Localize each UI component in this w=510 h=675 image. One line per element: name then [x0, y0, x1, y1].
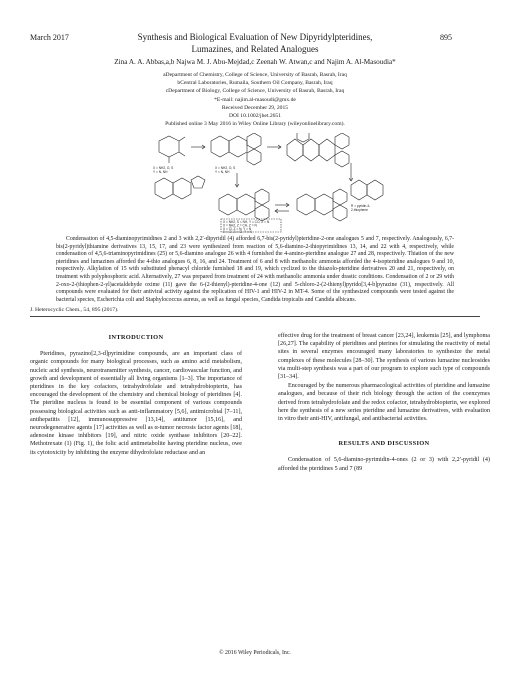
author-list: Zina A. A. Abbas,a,b Najwa M. J. Abu-Mejdad,c Zeenah W. Atwan,c and Najim A. Al-Masoudia* [114, 58, 396, 66]
right-column [278, 332, 490, 474]
pteridine-core-bottom [219, 194, 237, 215]
introduction-paragraph-3: Encouraged by the numerous pharmacological activities of pteridine and lumazine analogues, and because of their rich biology through the action of the coenzymes derived from tetrahydrofolate and the redox cofactor, tetrahydrobiopterin, we explored here the synthesis of a new series pteridine and lumazine derivatives, with evaluation in vitro their anti-HIV, antifungal, and antibacterial activities. [278, 383, 490, 423]
contact-email: *E-mail: najim.al-masoudi@gmx.de [214, 96, 296, 103]
scheme-label-r-left: X = NH2, O, S [153, 166, 174, 170]
received-date: Received December 29, 2015 [221, 104, 289, 111]
doi: DOI 10.1002/jhet.2651 [228, 113, 282, 120]
pyridyl-ring-mid-2 [247, 149, 261, 165]
affiliation-c: cDepartment of Biology, College of Science, University of Basrah, Basrah, Iraq [165, 88, 345, 95]
affiliations [40, 71, 470, 128]
pteridine-core-mid [211, 136, 229, 157]
results-paragraph-1: Condensation of 5,6-diamino-pyrimidin-4-ones (2 or 3) with 2,2′-pyridil (4) afforded the pteridines 5 and 7 (89 [278, 457, 490, 472]
journal-citation: J. Heterocyclic Chem., 54, 895 (2017). [30, 307, 119, 313]
article-title [90, 31, 420, 55]
title-line-2: Lumazines, and Related Analogues [191, 44, 319, 54]
scheme-label-bottom-d: X = Cl, Z = Cl, Y = N [223, 230, 252, 233]
thiophene-ring [191, 176, 205, 188]
header-date: March 2017 [30, 33, 69, 42]
copyright-footer: © 2016 Wiley Periodicals, Inc. [219, 650, 291, 656]
pteridine-core-right [297, 194, 315, 215]
scheme-label-bottom-b: X = NH2, Z = CH, Z = N [223, 223, 257, 228]
scheme-label-bottom-a: X = NH2, S = NH, Y = CO, Z = N [223, 220, 270, 224]
abstract: Condensation of 4,5-diaminopyrimidines 2 and 3 with 2,2′-dipyridil (4) afforded 6,7-bis(2-pyridyl)pteridine-2-one analogues 5 and 7, respectively. Analogously, 6,7-bis(2-pyridyl)thiamine derivatives 13, 15, 17, and 23 were synthesized from reaction of 5,6-diamino-2-thiopyrimidines 13, 14, and 22 with 4, respectively, while condensation of 4,5,6-triaminopyrimidines (25) or 5,6-diamino analogue 26 with 4 furnished the 4-amino-pteridine analogue 27 and 28, respectively. Thiation of the new pteridines and lumazines afforded the 4-thio analogues 6, 8, 16, and 24. Treatment of 6 and 8 with methanolic ammonia afforded the 4-isopteridine analogues 9 and 10, respectively. Alkylation of 15 with substituted phenacyl chloride furnished 18 and 19, which cyclized to the thiazolo-pteridine derivatives 20 and 21, respectively, on treatment with polyphosphoric acid. Alternatively, 27 was prepared from treatment of 24 with methanolic ammonia under drastic conditions. Condensation of 2 or 29 with 2-oxo-2-(thiophen-2-yl)acetaldehyde oxime (11) gave the 6-(2-thienyl)-pteridine-4-one (12) and 5-chloro-2-(2-thienyl)pyrido[3,4-b]pyrazine (31), respectively. All compounds were evaluated for their antiviral activity against the replication of HIV-1 and HIV-2 in MT-4. Some of the synthesized compounds were tested against the bacterial species, Escherichia coli and Staphylococcus aureus, as well as fungal species, Candida tropicalis and Candida albicans. [56, 236, 454, 303]
separator-rule [30, 316, 480, 317]
scheme-label-right-a: R = pyridin-4- [351, 204, 371, 208]
published-online: Published online 3 May 2016 in Wiley Online Library (wileyonlinelibrary.com). [165, 121, 345, 128]
thienyl-pteridine-left [155, 178, 173, 199]
introduction-heading: INTRODUCTION [108, 334, 164, 341]
results-heading: RESULTS AND DISCUSSION [338, 440, 430, 448]
pyridyl-ring-mid-1 [247, 133, 261, 149]
scheme-label-right-b: 2-thiophene [351, 208, 368, 212]
scheme-label-y-mid: Y = N, NH [215, 170, 230, 174]
introduction-paragraph-1: Pteridines, pyrazino[2,3-d]pyrimidine compounds, are an important class of organic compounds for many biological processes, such as amino acid metabolism, nucleic acid synthesis, neurotransmitter synthesis, cancer, cardiovascular function, and growth and development of essentially all living organisms [1–3]. The importance of pteridines in the key cofactors, tetrahydrofolate and tetrahydrobiopterin, has encouraged the development of the chemistry and chemical biology of pteridines [4]. The pteridine nucleus is found to be essential component of various compounds possessing biological activities such as anti-inflammatory [5,6], antimicrobial [7–11], antihepatitis [12], immunosuppressive [13,14], antitumor [15,16], and neurodegenerative agents [17] activities as well as α-tumor necrosis factor agents [18], adenosine kinase inhibitors [19], and nitric oxide synthase inhibitors [20–22]. Methotrexate (1) (Fig. 1), the folic acid antimetabolite having pteridine nucleus, owe its cytotoxicity by inhibiting the enzyme dihydrofolate reductase and an [30, 351, 242, 456]
introduction-paragraph-2: effective drug for the treatment of breast cancer [23,24], leukemia [25], and lymphoma [26,27]. The capability of pteridines and pterines for simulating the reactivity of metal sites in several enzymes encouraged many laboratories to synthesize the metal complexes of these molecules [28–30]. The synthesis of various lumazine nucleosides via multi-step synthesis was a part of our program to explore such type of compounds [31–34]. [278, 333, 490, 381]
title-line-1: Synthesis and Biological Evaluation of New Dipyridylpteridines, [137, 32, 373, 42]
header-page-number: 895 [440, 33, 452, 42]
scheme-label-bottom-c: X = Cl, Z = N, Y = N [223, 227, 252, 231]
thiazolo-ring [287, 139, 303, 161]
scheme-label-y-left: Y = N, NH [153, 170, 168, 174]
affiliation-a: aDepartment of Chemistry, College of Science, University of Basrah, Basrah, Iraq [163, 72, 347, 78]
pteridine-core-far-right [351, 180, 367, 200]
scheme-label-r-mid: X = NH2, O, S [215, 166, 236, 170]
aryl-ring-right [297, 133, 309, 142]
left-column [30, 332, 242, 458]
reaction-scheme-graphic [145, 133, 385, 233]
pyrimidine-ring-left [159, 136, 179, 157]
affiliation-b: bCentral Laboratories, Rumaila, Southern Oil Company, Basrah, Iraq [177, 80, 333, 87]
